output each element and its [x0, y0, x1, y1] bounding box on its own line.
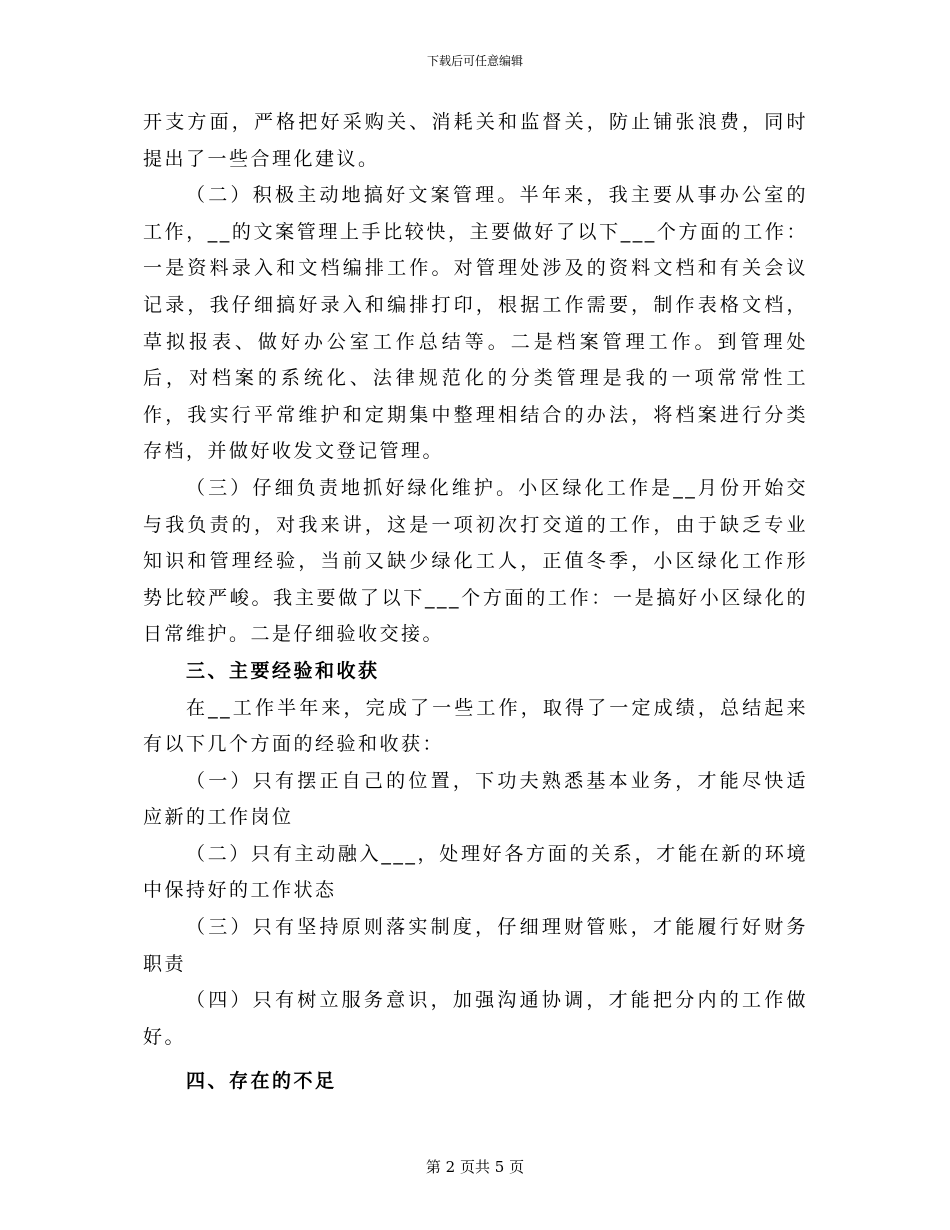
- page-footer: 第 2 页共 5 页: [425, 1158, 525, 1176]
- paragraph-2: （二）积极主动地搞好文案管理。半年来，我主要从事办公室的工作，__的文案管理上手比较快，主要做好了以下___个方面的工作：一是资料录入和文档编排工作。对管理处涉及的资料文档和有关会议记录，我仔细搞好录入和编排打印，根据工作需要，制作表格文档，草拟报表、做好办公室工作总结等。二是档案管理工作。到管理处后，对档案的系统化、法律规范化的分类管理是我的一项常常性工作，我实行平常维护和定期集中整理相结合的办法，将档案进行分类存档，并做好收发文登记管理。: [143, 184, 808, 463]
- paragraph-5: （一）只有摆正自己的位置，下功夫熟悉基本业务，才能尽快适应新的工作岗位: [143, 769, 808, 829]
- paragraph-4: 在__工作半年来，完成了一些工作，取得了一定成绩，总结起来有以下几个方面的经验和收获：: [143, 696, 808, 756]
- page-header: 下载后可任意编辑: [426, 54, 523, 68]
- section-heading-3: 三、主要经验和收获: [186, 659, 380, 682]
- paragraph-3: （三）仔细负责地抓好绿化维护。小区绿化工作是__月份开始交与我负责的，对我来讲，这是一项初次打交道的工作，由于缺乏专业知识和管理经验，当前又缺少绿化工人，正值冬季，小区绿化工作形势比较严峻。我主要做了以下___个方面的工作：一是搞好小区绿化的日常维护。二是仔细验收交接。: [143, 476, 808, 646]
- paragraph-7: （三）只有坚持原则落实制度，仔细理财管账，才能履行好财务职责: [143, 916, 808, 975]
- paragraph-6: （二）只有主动融入___，处理好各方面的关系，才能在新的环境中保持好的工作状态: [143, 842, 808, 902]
- section-heading-4: 四、存在的不足: [186, 1070, 337, 1093]
- paragraph-1: 开支方面，严格把好采购关、消耗关和监督关，防止铺张浪费，同时提出了一些合理化建议。: [143, 111, 808, 170]
- paragraph-8: （四）只有树立服务意识，加强沟通协调，才能把分内的工作做好。: [143, 989, 808, 1048]
- document-body: [143, 104, 808, 1100]
